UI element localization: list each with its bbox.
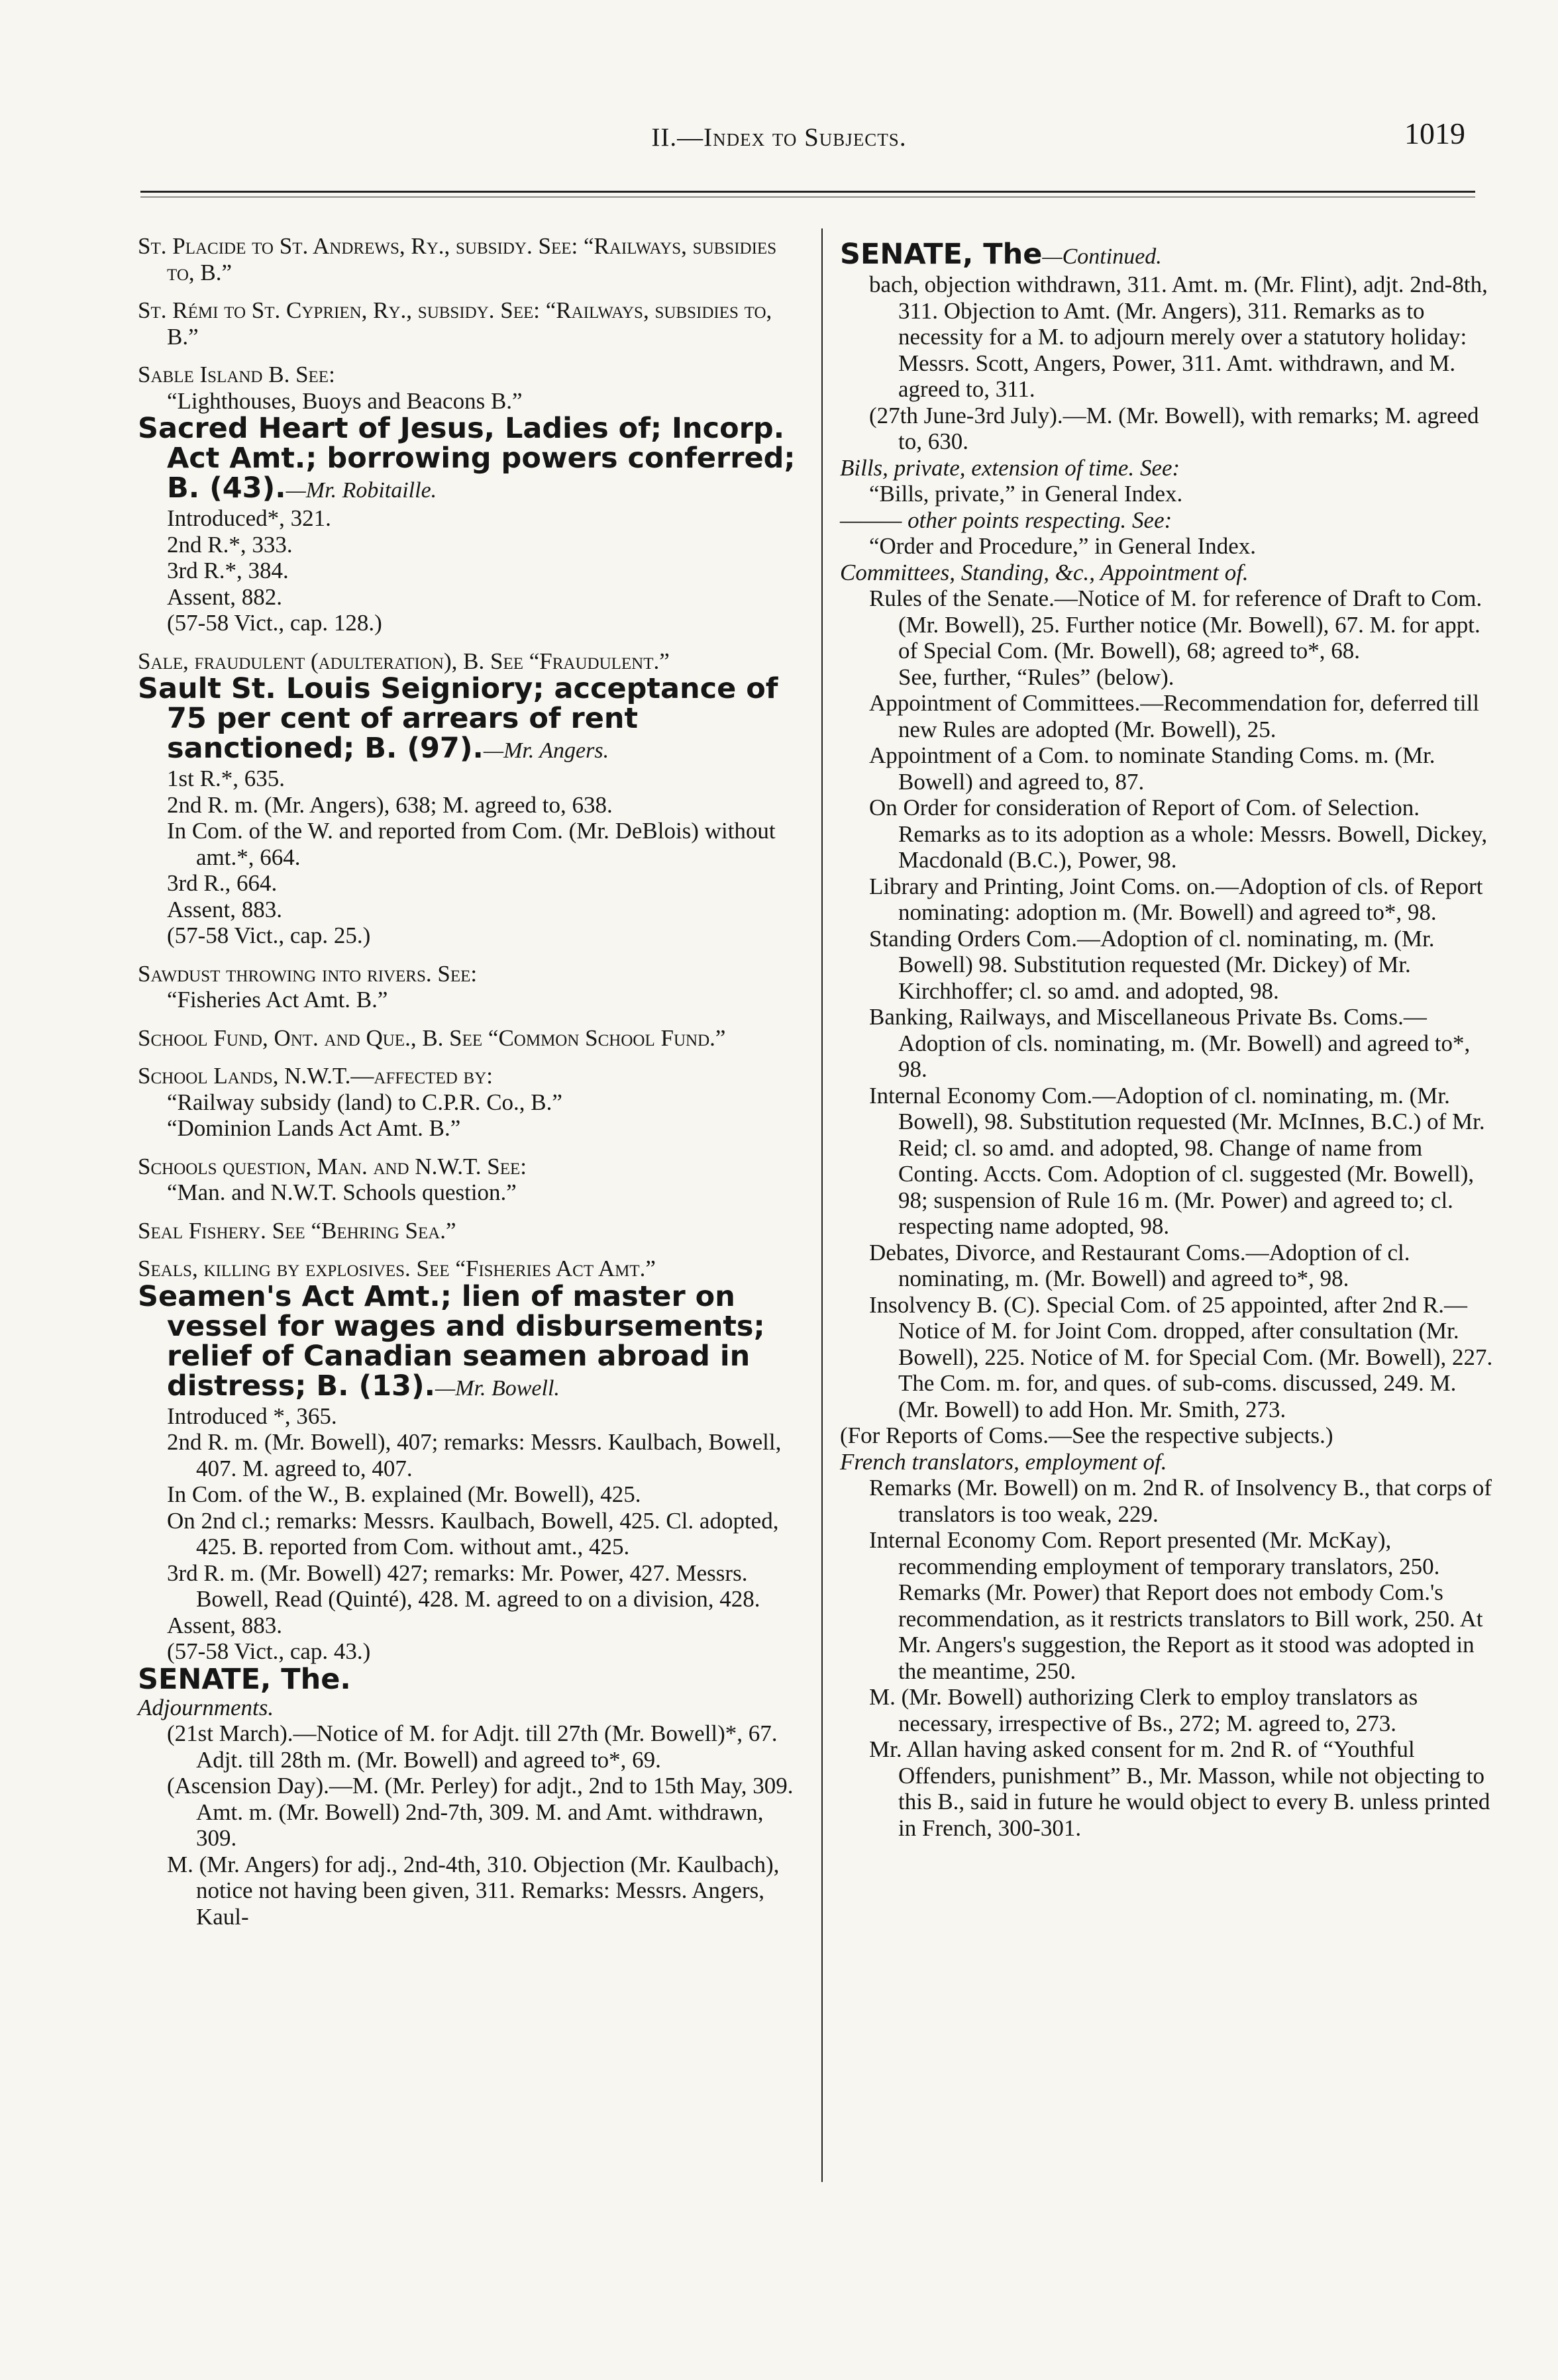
index-entry-text: Assent, 883.	[167, 896, 283, 922]
index-entry-text: 2nd R. m. (Mr. Angers), 638; M. agreed to, 638.	[167, 791, 613, 818]
index-entry	[840, 1240, 1497, 1292]
index-entry	[138, 1508, 807, 1560]
index-entry	[138, 388, 807, 415]
index-heading	[138, 1256, 807, 1282]
index-entry	[138, 1852, 807, 1930]
index-heading	[138, 648, 807, 675]
index-entry-text: On 2nd cl.; remarks: Messrs. Kaulbach, Bowell, 425. Cl. adopted, 425. B. reported from Com. without amt., 425.	[167, 1507, 779, 1560]
index-entry	[840, 403, 1497, 455]
index-entry-text: (57-58 Vict., cap. 128.)	[167, 610, 382, 636]
index-entry	[138, 870, 807, 897]
index-entry-text: (21st March).—Notice of M. for Adjt. till 27th (Mr. Bowell)*, 67. Adjt. till 28th m. (Mr. Bowell) and agreed to*, 69.	[167, 1720, 778, 1773]
entry-gap	[138, 1244, 807, 1256]
index-entry	[840, 1527, 1497, 1684]
subject-heading	[840, 240, 1497, 272]
index-entry	[138, 1089, 807, 1116]
index-entry-text: 2nd R.*, 333.	[167, 531, 293, 558]
index-entry-text: Assent, 883.	[167, 1612, 283, 1638]
index-entry	[138, 1638, 807, 1665]
index-heading	[138, 1025, 807, 1052]
index-entry-text: “Order and Procedure,” in General Index.	[869, 533, 1257, 559]
index-entry-text: Rules of the Senate.—Notice of M. for reference of Draft to Com. (Mr. Bowell), 25. Further notice (Mr. Bowell), 67. M. for appt. of Special Com. (Mr. Bowell), 68; agreed to*, 68.	[869, 585, 1482, 664]
header-rule	[140, 191, 1475, 193]
index-entry	[840, 1292, 1497, 1423]
index-heading-text: School Lands, N.W.T.—affected by:	[138, 1063, 493, 1089]
index-entry	[138, 766, 807, 792]
index-entry	[840, 585, 1497, 664]
index-entry-text: In Com. of the W., B. explained (Mr. Bowell), 425.	[167, 1481, 641, 1507]
running-title: II.—Index to Subjects.	[651, 123, 907, 152]
entry-gap	[138, 1206, 807, 1218]
index-heading-text: Sable Island B. See:	[138, 362, 335, 387]
index-heading	[138, 362, 807, 388]
index-entry	[138, 610, 807, 636]
index-entry	[138, 1429, 807, 1481]
index-entry	[138, 558, 807, 584]
right-column	[840, 233, 1497, 1841]
index-entry	[840, 1083, 1497, 1240]
index-entry	[138, 584, 807, 611]
index-entry	[138, 987, 807, 1013]
index-entry-text: (57-58 Vict., cap. 43.)	[167, 1638, 371, 1664]
index-entry-text: Introduced *, 365.	[167, 1403, 337, 1429]
mover-name: —Mr. Robitaille.	[286, 478, 437, 503]
index-entry	[840, 1475, 1497, 1527]
sub-heading-text: Committees, Standing, &c., Appointment of.	[840, 559, 1249, 585]
index-entry	[138, 1560, 807, 1612]
index-heading	[138, 1063, 807, 1089]
index-heading	[138, 961, 807, 987]
index-entry	[138, 1720, 807, 1773]
index-entry-text: Internal Economy Com. Report presented (Mr. McKay), recommending employment of temporary translators, 250. Remarks (Mr. Power) that Report does not embody Com.'s recommendation, as it restricts translators to Bill work, 250. At Mr. Angers's suggestion, the Report as it stood was adopted in the meantime, 250.	[869, 1527, 1483, 1684]
entry-gap	[138, 350, 807, 362]
index-entry-text: On Order for consideration of Report of Com. of Selection. Remarks as to its adoption as a whole: Messrs. Bowell, Dickey, Macdonald (B.C.), Power, 98.	[869, 795, 1488, 873]
index-entry-text: “Bills, private,” in General Index.	[869, 481, 1183, 507]
page-number: 1019	[1404, 117, 1465, 150]
mover-name: —Mr. Angers.	[483, 738, 609, 763]
index-entry-text: “Dominion Lands Act Amt. B.”	[167, 1115, 461, 1141]
index-entry-text: Assent, 882.	[167, 583, 283, 610]
index-entry-text: 3rd R., 664.	[167, 870, 278, 896]
index-entry-text: Appointment of Committees.—Recommendation for, deferred till new Rules are adopted (Mr. Bowell), 25.	[869, 690, 1480, 742]
index-entry-text: M. (Mr. Angers) for adj., 2nd-4th, 310. Objection (Mr. Kaulbach), notice not having been given, 311. Remarks: Messrs. Angers, Kaul-	[167, 1851, 780, 1930]
index-entry-text: bach, objection withdrawn, 311. Amt. m. (Mr. Flint), adjt. 2nd-8th, 311. Objection to Amt. (Mr. Angers), 311. Remarks as to necessity for a M. to adjourn merely over a statutory holiday: Messrs. Scott, Angers, Power, 311. Amt. withdrawn, and M. agreed to, 311.	[869, 272, 1488, 402]
subject-heading-text: SENATE, The.	[138, 1662, 351, 1696]
page-header	[0, 116, 1558, 169]
entry-gap	[138, 1013, 807, 1025]
index-entry	[840, 1004, 1497, 1083]
sub-heading-text: Adjournments.	[138, 1694, 274, 1720]
sub-heading-text: Bills, private, extension of time. See:	[840, 454, 1180, 481]
index-entry-text: In Com. of the W. and reported from Com. (Mr. DeBlois) without amt.*, 664.	[167, 818, 776, 870]
subject-heading	[138, 1279, 807, 1403]
index-heading-text: Seal Fishery. See “Behring Sea.”	[138, 1217, 456, 1244]
index-entry	[138, 922, 807, 949]
index-entry-text: “Lighthouses, Buoys and Beacons B.”	[167, 387, 523, 414]
index-heading	[138, 233, 807, 285]
sub-heading	[840, 1449, 1497, 1475]
index-entry-text: Insolvency B. (C). Special Com. of 25 appointed, after 2nd R.—Notice of M. for Joint Com. dropped, after consultation (Mr. Bowell), 225. Notice of M. for Special Com. (Mr. Bowell), 227. The Com. m. for, and ques. of sub-coms. discussed, 249. M. (Mr. Bowell) to add Hon. Mr. Smith, 273.	[869, 1291, 1493, 1422]
entry-gap	[138, 1142, 807, 1154]
index-entry	[840, 1684, 1497, 1736]
index-entry-text: Appointment of a Com. to nominate Standing Coms. m. (Mr. Bowell) and agreed to, 87.	[869, 742, 1435, 795]
sub-heading-text: French translators, employment of.	[840, 1448, 1167, 1475]
index-entry	[138, 818, 807, 870]
index-heading-text: School Fund, Ont. and Que., B. See “Common School Fund.”	[138, 1024, 726, 1051]
subject-heading-text: Sacred Heart of Jesus, Ladies of; Incorp. Act Amt.; borrowing powers conferred; B. (43).	[138, 412, 796, 505]
subject-heading	[138, 674, 807, 766]
index-heading-text: Schools question, Man. and N.W.T. See:	[138, 1153, 527, 1179]
index-entry	[138, 792, 807, 818]
note-line	[840, 1422, 1497, 1449]
index-entry	[138, 1179, 807, 1206]
index-entry-text: Remarks (Mr. Bowell) on m. 2nd R. of Insolvency B., that corps of translators is too weak, 229.	[869, 1475, 1492, 1527]
index-entry	[840, 795, 1497, 873]
index-entry-text: Mr. Allan having asked consent for m. 2nd R. of “Youthful Offenders, punishment” B., Mr. Masson, while not objecting to this B., said in future he would object to every B. unless printed in French, 300-301.	[869, 1736, 1490, 1841]
subject-heading-text: Sault St. Louis Seigniory; acceptance of 75 per cent of arrears of rent sanctioned; B. (97).	[138, 672, 778, 765]
index-entry-text: Banking, Railways, and Miscellaneous Private Bs. Coms.—Adoption of cls. nominating, m. (Mr. Bowell) and agreed to*, 98.	[869, 1004, 1471, 1082]
index-entry	[840, 533, 1497, 560]
entry-gap	[138, 949, 807, 961]
index-heading-text: Sawdust throwing into rivers. See:	[138, 960, 478, 987]
index-entry	[840, 690, 1497, 742]
sub-heading	[840, 455, 1497, 481]
index-entry-text: Debates, Divorce, and Restaurant Coms.—Adoption of cl. nominating, m. (Mr. Bowell) and agreed to*, 98.	[869, 1239, 1410, 1291]
subject-heading	[138, 414, 807, 505]
cross-reference	[840, 664, 1497, 691]
index-entry	[138, 1773, 807, 1852]
index-entry-text: (57-58 Vict., cap. 25.)	[167, 922, 371, 948]
index-entry-text: 1st R.*, 635.	[167, 766, 285, 791]
index-entry	[138, 1115, 807, 1142]
entry-gap	[138, 1051, 807, 1063]
entry-gap	[138, 636, 807, 648]
sub-heading	[840, 560, 1497, 586]
index-entry	[138, 1612, 807, 1639]
index-entry-text: (Ascension Day).—M. (Mr. Perley) for adjt., 2nd to 15th May, 309. Amt. m. (Mr. Bowell) 2nd-7th, 309. M. and Amt. withdrawn, 309.	[167, 1773, 794, 1851]
index-entry	[840, 873, 1497, 926]
index-entry	[840, 481, 1497, 507]
index-entry-text: 3rd R.*, 384.	[167, 558, 289, 583]
index-entry-text: (27th June-3rd July).—M. (Mr. Bowell), with remarks; M. agreed to, 630.	[869, 402, 1479, 454]
index-entry	[138, 505, 807, 532]
index-entry	[138, 1403, 807, 1430]
mover-name: —Mr. Bowell.	[435, 1375, 560, 1401]
index-entry-text: “Railway subsidy (land) to C.P.R. Co., B.”	[167, 1089, 562, 1115]
cross-reference-text: See, further, “Rules” (below).	[898, 664, 1174, 690]
mover-name: —Continued.	[1042, 244, 1162, 269]
index-entry	[840, 1736, 1497, 1841]
sub-heading	[138, 1695, 807, 1721]
index-entry	[840, 926, 1497, 1005]
index-heading	[138, 297, 807, 350]
index-entry-text: Internal Economy Com.—Adoption of cl. nominating, m. (Mr. Bowell), 98. Substitution requested (Mr. McInnes, B.C.) of Mr. Reid; cl. so amd. and adopted, 98. Change of name from Conting. Accts. Com. Adoption of cl. suggested (Mr. Bowell), 98; suspension of Rule 16 m. (Mr. Power) and agreed to; cl. respecting name adopted, 98.	[869, 1082, 1485, 1239]
sub-heading	[840, 507, 1497, 534]
index-entry-text: “Fisheries Act Amt. B.”	[167, 987, 388, 1013]
index-entry	[138, 1481, 807, 1508]
index-entry-text: Library and Printing, Joint Coms. on.—Adoption of cls. of Report nominating: adoption m. (Mr. Bowell) and agreed to*, 98.	[869, 873, 1483, 925]
index-heading	[138, 1218, 807, 1244]
index-entry	[840, 272, 1497, 403]
index-entry-text: M. (Mr. Bowell) authorizing Clerk to employ translators as necessary, irrespective of Bs., 272; M. agreed to, 273.	[869, 1684, 1418, 1736]
index-entry	[138, 897, 807, 923]
index-entry	[840, 742, 1497, 795]
subject-heading-text: SENATE, The	[840, 238, 1043, 271]
index-entry-text: Introduced*, 321.	[167, 505, 331, 531]
index-entry-text: 3rd R. m. (Mr. Bowell) 427; remarks: Mr. Power, 427. Messrs. Bowell, Read (Quinté), 428. M. agreed to on a division, 428.	[167, 1560, 760, 1612]
index-entry-text: 2nd R. m. (Mr. Bowell), 407; remarks: Messrs. Kaulbach, Bowell, 407. M. agreed to, 407.	[167, 1429, 782, 1481]
column-divider	[821, 228, 823, 2182]
index-heading-text: St. Placide to St. Andrews, Ry., subsidy. See: “Railways, subsidies to, B.”	[138, 233, 777, 285]
index-entry-text: “Man. and N.W.T. Schools question.”	[167, 1179, 517, 1205]
sub-heading-text: ——— other points respecting. See:	[840, 507, 1172, 533]
left-column	[138, 233, 807, 1930]
subject-heading	[138, 1662, 807, 1696]
index-heading	[138, 1154, 807, 1180]
index-heading-text: Sale, fraudulent (adulteration), B. See “Fraudulent.”	[138, 648, 670, 674]
subject-heading-text: Seamen's Act Amt.; lien of master on vessel for wages and disbursements; relief of Canadian seamen abroad in distress; B. (13).	[138, 1279, 765, 1403]
note-text: (For Reports of Coms.—See the respective subjects.)	[840, 1422, 1333, 1448]
index-heading-text: Seals, killing by explosives. See “Fisheries Act Amt.”	[138, 1256, 656, 1281]
index-entry-text: Standing Orders Com.—Adoption of cl. nominating, m. (Mr. Bowell) 98. Substitution requested (Mr. Dickey) of Mr. Kirchhoffer; cl. so amd. and adopted, 98.	[869, 925, 1435, 1004]
entry-gap	[138, 285, 807, 297]
index-heading-text: St. Rémi to St. Cyprien, Ry., subsidy. See: “Railways, subsidies to, B.”	[138, 297, 772, 350]
index-entry	[138, 532, 807, 558]
